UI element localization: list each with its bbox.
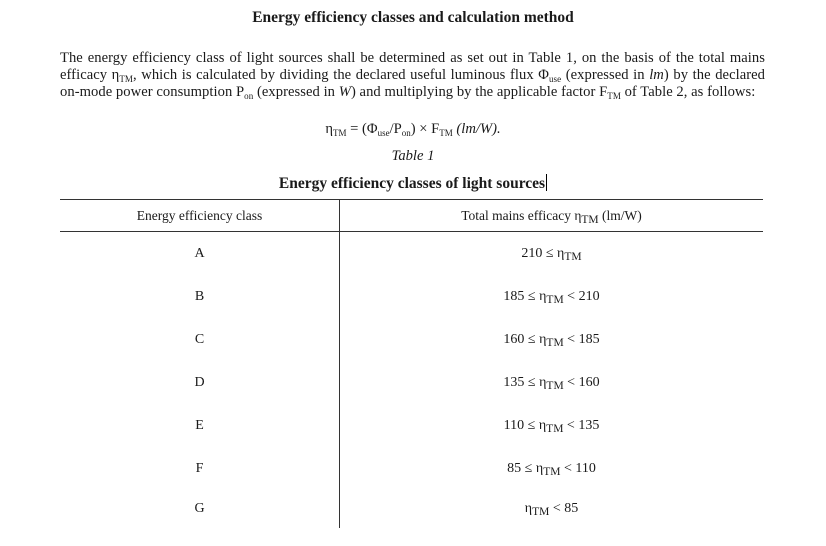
formula-text: η: [325, 121, 334, 137]
formula-text: = (Φ: [346, 121, 378, 137]
class-cell: A: [60, 232, 340, 276]
paragraph-text: of Table 2, as follows:: [620, 84, 756, 100]
subscript: TM: [546, 422, 564, 435]
subscript: on: [244, 91, 254, 101]
energy-class-table: [60, 199, 763, 528]
range-text: 85 ≤ η: [507, 460, 544, 476]
method-paragraph: [60, 50, 765, 101]
table-header-row: [60, 200, 763, 232]
subscript: TM: [532, 506, 550, 518]
subscript: TM: [546, 293, 564, 306]
subscript: TM: [333, 128, 347, 138]
range-cell: [340, 318, 764, 361]
range-text: < 110: [560, 460, 596, 476]
range-text: 185 ≤ η: [503, 288, 547, 304]
table-label: Table 1: [391, 148, 435, 164]
subscript: TM: [439, 128, 453, 138]
paragraph-text: (expressed in: [561, 67, 650, 83]
class-cell: B: [60, 275, 340, 318]
range-text: 110 ≤ η: [503, 417, 547, 433]
range-text: < 185: [563, 331, 600, 347]
range-cell: [340, 447, 764, 490]
range-cell: [340, 361, 764, 404]
range-text: 135 ≤ η: [503, 374, 547, 390]
table-row: [60, 232, 763, 276]
range-text: η: [524, 501, 533, 516]
efficacy-formula: [0, 121, 826, 138]
unit-text: W: [338, 84, 351, 100]
table-row: [60, 361, 763, 404]
subscript: TM: [564, 250, 582, 263]
range-cell: [340, 232, 764, 276]
class-cell: G: [60, 490, 340, 528]
paragraph-text: , which is calculated by dividing the declared useful luminous flux Φ: [132, 67, 549, 83]
table-title: [0, 174, 826, 193]
range-text: < 85: [549, 501, 579, 516]
table-row: [60, 447, 763, 490]
header-text: Total mains efficacy η: [461, 207, 582, 223]
range-text: < 160: [563, 374, 600, 390]
subscript: use: [548, 74, 562, 84]
paragraph-text: ) by the declared on-mode power consumption P: [60, 67, 766, 100]
subscript: TM: [546, 379, 564, 392]
table-row: [60, 404, 763, 447]
paragraph-text: (expressed in: [253, 84, 339, 100]
subscript: TM: [607, 91, 621, 101]
class-cell: F: [60, 447, 340, 490]
range-text: 210 ≤ η: [521, 245, 565, 261]
range-text: 160 ≤ η: [503, 331, 547, 347]
subscript: TM: [546, 336, 564, 349]
subscript: TM: [119, 74, 133, 84]
class-cell: E: [60, 404, 340, 447]
range-cell: [340, 490, 764, 528]
unit-text: lm: [649, 67, 664, 83]
range-text: < 210: [563, 288, 600, 304]
header-efficacy: [340, 200, 764, 232]
table-title-text: Energy efficiency classes of light sources: [278, 175, 546, 192]
paragraph-text: The energy efficiency class of light sources shall be determined as set out in Table 1, on the basis of the total mains efficacy η: [60, 50, 765, 83]
header-text: (lm/W): [598, 207, 642, 223]
table-row: [60, 318, 763, 361]
range-text: < 135: [563, 417, 600, 433]
table-row: [60, 490, 763, 528]
subscript: use: [377, 128, 390, 138]
subscript: TM: [543, 465, 561, 478]
range-cell: [340, 275, 764, 318]
formula-unit: (lm/W).: [452, 121, 501, 137]
table-row: [60, 275, 763, 318]
text-cursor: [546, 174, 547, 191]
subscript: TM: [581, 213, 599, 226]
formula-text: /P: [389, 121, 402, 137]
header-class: Energy efficiency class: [60, 200, 340, 232]
range-cell: [340, 404, 764, 447]
section-heading: Energy efficiency classes and calculation method: [252, 9, 574, 26]
paragraph-text: ) and multiplying by the applicable factor F: [350, 84, 608, 100]
subscript: on: [401, 128, 411, 138]
class-cell: D: [60, 361, 340, 404]
formula-text: ) × F: [410, 121, 440, 137]
class-cell: C: [60, 318, 340, 361]
